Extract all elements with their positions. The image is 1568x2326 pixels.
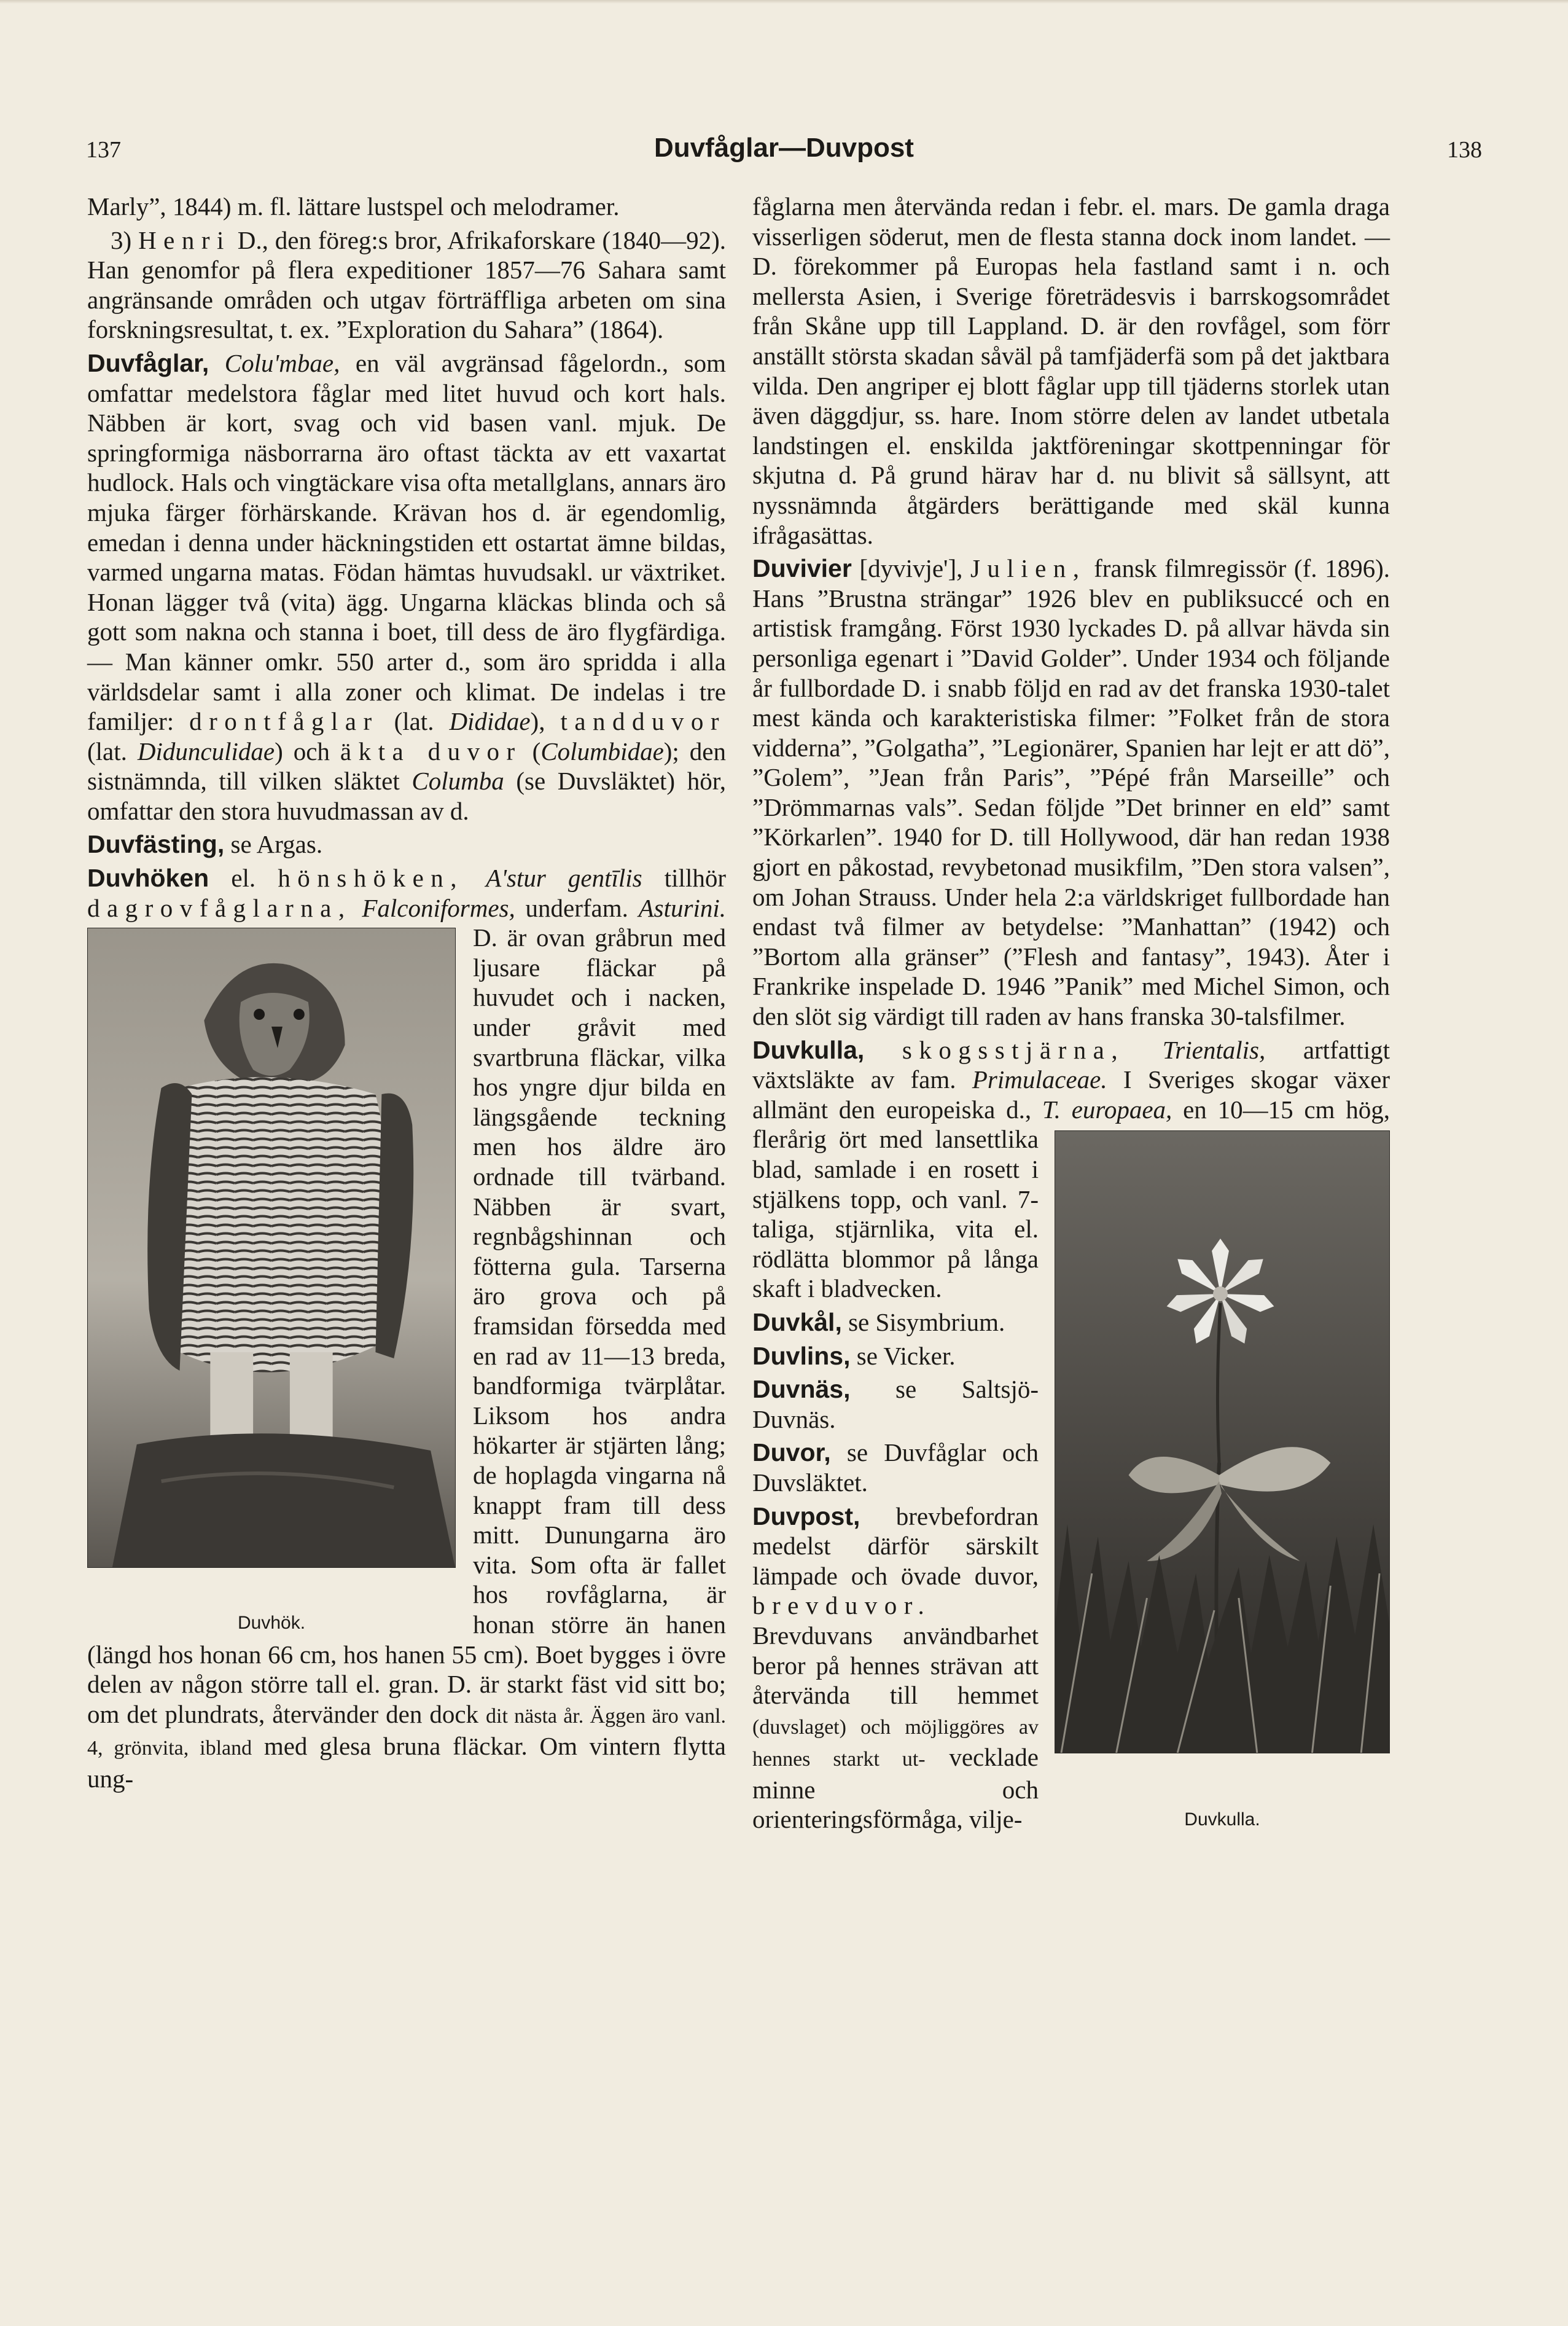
entry-duvivier: Duvivier [dyvivje'], Julien, fransk filmregissör (f. 1896). Hans ”Brustna strängar” 1926 blev en publiksuccé och en artistisk framgång. Först 1930 lyckades D. på allvar hävda sin personliga egenart i ”David Golder”. Under 1934 och följande år fullbordade D. i snabb följd en rad av det franska 1930-talet mest kända och karakteristiska filmer: ”Folket från de stora vidderna”, ”Golgatha”, ”Legionärer, Spanien har lejt er att dö”, ”Golem”, ”Jean från Paris”, ”Pépé från Marseille” och ”Drömmarnas vals”. Sedan följde ”Det brinner en eld” samt ”Körkarlen”. 1940 for D. till Hollywood, där han redan 1938 gjort en påkostad, revybetonad musikfilm, ”Den stora valsen”, om Johan Strauss. Under hela 2:a världskriget fullbordade han endast två filmer av betydelse: ”Manhattan” (1942) och ”Bortom alla gränser” (”Flesh and fantasy”, 1943). Åter i Frankrike inspelade D. 1946 ”Panik” med Michel Simon, och den slöt sig värdigt till raden av hans franska 30-talsfilmer.	[752, 554, 1390, 1031]
goshawk-photo	[87, 928, 456, 1568]
figure-duvkulla	[1055, 1130, 1390, 1831]
flower-photo	[1055, 1130, 1390, 1753]
headword: Duvlins,	[752, 1341, 851, 1370]
entry-continuation: Marly”, 1844) m. fl. lättare lustspel och melodramer.	[87, 192, 620, 221]
headword: Duvpost,	[752, 1502, 860, 1530]
right-column	[752, 192, 1390, 1838]
entry-duvfaglar: Duvfåglar, Colu'mbae, en väl avgränsad fågelordn., som omfattar medelstora fåglar med litet huvud och kort hals. Näbben är kort, svag och vid basen vanl. mjuk. De springformiga näsborrarna äro oftast täckta av ett vaxartat hudlock. Hals och vingtäckare visa ofta metallglans, annars äro mjuka färger förhärskande. Krävan hos d. är egendomlig, emedan i denna under häckningstiden ett ostartat ämne bildas, varmed ungarna matas. Födan hämtas huvudsakl. ur växtriket. Honan lägger två (vita) ägg. Ungarna kläckas blinda och så gott som nakna och stanna i boet, till dess de äro flygfärdiga. — Man känner omkr. 550 arter d., som äro spridda i alla världsdelar samt i alla zoner och klimat. De indelas i tre familjer: drontfåglar (lat. Dididae), tandduvor (lat. Didunculidae) och äkta duvor (Columbidae); den sistnämnda, till vilken släktet Columba (se Duvsläktet) hör, omfattar den stora huvudmassan av d.	[87, 348, 727, 825]
entry-duvnas: Duvnäs, se Saltsjö-Duvnäs.	[752, 1375, 1039, 1433]
left-column	[87, 192, 726, 1797]
entry-henri-duveyrier: 3) Henri D., den föreg:s bror, Afrikaforskare (1840—92). Han genomfor på flera expeditioner 1857—76 Sahara samt angränsande områden och utgav förträffliga arbeten om sina forskningsresultat, t. ex. ”Exploration du Sahara” (1864).	[87, 225, 727, 344]
entry-duvhoken-continued: fåglarna men återvända redan i febr. el. mars. De gamla draga visserligen söderut, men de flesta stanna dock inom landet. — D. förekommer på Europas hela fastland samt i n. och mellersta Asien, i Sverige företrädesvis i barrskogsområdet från Skåne upp till Lappland. D. är den rovfågel, som förr anställt största skadan såväl på tamfjäderfä som på det jaktbara vilda. Den angriper ej blott fåglar upp till tjäderns storlek utan även däggdjur, ss. hare. Inom större delen av landet utbetala landstingen el. enskilda jaktföreningar skottpenningar för skjutna d. På grund härav har d. nu blivit så sällsynt, att nyssnämnda åtgärders berättigande med skäl kunna ifrågasättas.	[752, 192, 1390, 549]
person-name: Henri	[138, 225, 231, 254]
entry-duvkulla: Duvkulla, skogsstjärna, Trientalis, artfattigt växtsläkte av fam. Primulaceae. I Sveriges skogar växer allmänt den europeiska d., T. europaea, Duvkulla. en 10—15 cm hög, flerårig ört med lansettlika blad, samlade i en rosett i stjälkens topp, och vanl. 7-taliga, stjärnlika, vita el. rödlätta blommor på långa skaft i bladvecken.	[752, 1035, 1390, 1830]
page-number-left: 137	[86, 137, 121, 163]
entry-duvfasting: Duvfästing, se Argas.	[87, 830, 323, 859]
figure-duvhok	[87, 928, 456, 1634]
headword: Duvivier	[752, 554, 852, 583]
headword: Duvkål,	[752, 1307, 842, 1336]
entry-duvkal: Duvkål, se Sisymbrium.	[752, 1307, 1005, 1336]
headword: Duvkulla,	[752, 1035, 865, 1064]
entry-duvhoken: Duvhöken el. hönshöken, A'stur gentīlis tillhör dagrovfåglarna, Falconiformes, underfam. Asturini. Duvhök. D. är ovan gråbrun med ljusare fläckar på huvudet och i nacken, under gråvit med svartbruna fläckar, vilka hos yngre djur bilda en längsgående teckning men hos äldre äro ordnade till tvärband. Näbben är svart, regnbågshinnan och fötterna gula. Tarserna äro grova och på framsidan försedda med en rad av 11—13 breda, bandformiga tvärplåtar. Liksom hos andra hökarter är stjärten lång; de hoplagda vingarna nå knappt fram till dess mitt. Dunungarna äro vita. Som ofta är fallet hos rovfåglarna, är honan större än hanen (längd hos honan 66 cm, hos hanen 55 cm). Boet bygges i övre delen av någon större tall el. gran. D. är starkt fäst vid sitt bo; om det plundrats, återvänder den dock dit nästa år. Äggen äro vanl. 4, grönvita, ibland med glesa bruna fläckar. Om vintern flytta ung-	[87, 864, 727, 1793]
entry-duvlins: Duvlins, se Vicker.	[752, 1341, 956, 1370]
page-number-right: 138	[1447, 137, 1482, 163]
running-title: Duvfåglar—Duvpost	[654, 133, 914, 163]
figure-caption: Duvhök.	[237, 1613, 306, 1634]
headword: Duvfåglar,	[87, 348, 209, 377]
entry-duvpost: Duvpost, brevbefordran medelst därför särskilt lämpade och övade duvor, brevduvor. Brevduvans användbarhet beror på hennes strävan att återvända till hemmet (duvslaget) och möjliggöres av hennes starkt ut- vecklade minne och orienteringsförmåga, vilje-	[752, 1502, 1039, 1834]
page-edge	[0, 0, 1568, 4]
headword: Duvhöken	[87, 864, 209, 893]
entry-duvor: Duvor, se Duvfåglar och Duvsläktet.	[752, 1438, 1039, 1497]
figure-caption: Duvkulla.	[1184, 1809, 1260, 1830]
headword: Duvfästing,	[87, 830, 225, 859]
running-header	[86, 133, 1482, 179]
headword: Duvor,	[752, 1438, 831, 1467]
headword: Duvnäs,	[752, 1375, 851, 1404]
